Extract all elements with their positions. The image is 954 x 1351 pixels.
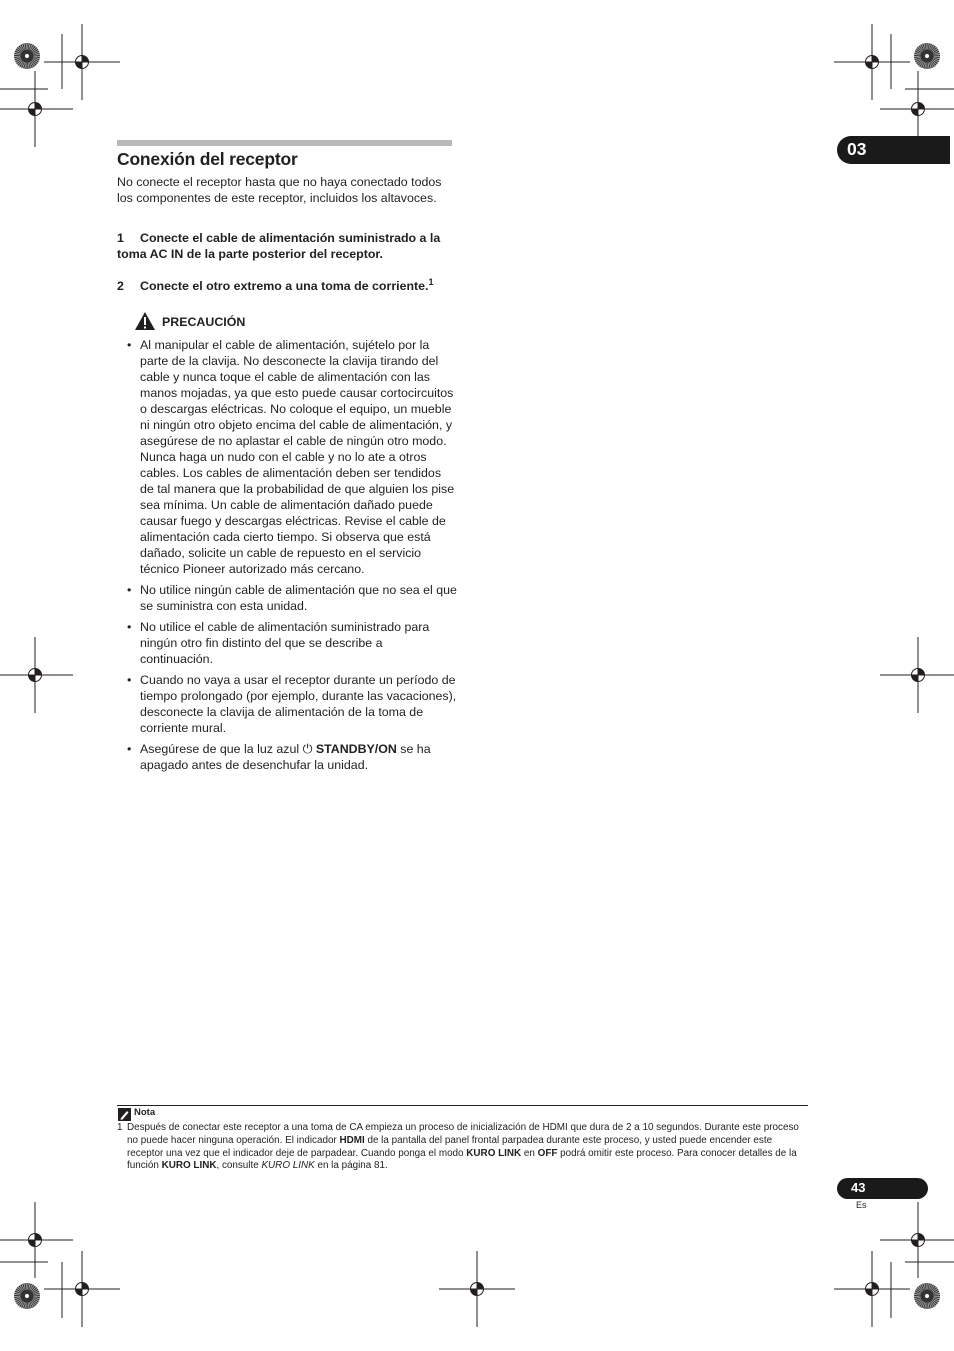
note-divider bbox=[117, 1105, 808, 1106]
list-item: • No utilice ningún cable de alimentación que no sea el que se suministra con esta unidad. bbox=[127, 583, 457, 613]
list-item: • No utilice el cable de alimentación suministrado para ningún otro fin distinto del que se describe a continuación. bbox=[127, 620, 430, 666]
chapter-tab bbox=[837, 136, 950, 164]
language-code: Es bbox=[856, 1200, 867, 1210]
note-title: Nota bbox=[134, 1107, 156, 1118]
caution-title: PRECAUCIÓN bbox=[162, 315, 246, 329]
step-number: 1 bbox=[117, 231, 124, 245]
power-icon: ⏻ bbox=[302, 742, 313, 756]
section-title: Conexión del receptor bbox=[117, 149, 298, 169]
page-number-badge bbox=[837, 1178, 928, 1199]
warning-icon bbox=[134, 311, 156, 331]
step-text: Conecte el cable de alimentación suministrado a la toma AC IN de la parte posterior del receptor. bbox=[117, 231, 441, 261]
section-rule bbox=[117, 140, 452, 146]
chapter-number: 03 bbox=[847, 139, 867, 159]
step-number: 2 bbox=[117, 279, 124, 294]
step-1 bbox=[117, 230, 462, 262]
caution-list bbox=[127, 337, 457, 778]
page-number: 43 bbox=[851, 1180, 866, 1195]
list-item: • Al manipular el cable de alimentación, sujételo por la parte de la clavija. No desconecte la clavija tirando del cable y nunca toque el cable de alimentación con las manos mojadas, ya que esto puede causar cortocircuitos o descargas eléctricas. No coloque el equipo, un mueble ni ningún otro objeto encima del cable de alimentación, y asegúrese de no aplastar el cable de ningún otro modo. Nunca haga un nudo con el cable y no lo ate a otros cables. Los cables de alimentación deben ser tendidos de tal manera que la probabilidad de que alguien los pise sea mínima. Un cable de alimentación dañado puede causar fuego y descargas eléctricas. Revise el cable de alimentación cada cierto tiempo. Si observa que está dañado, solicite un cable de repuesto en el servicio técnico Pioneer autorizado más cercano. bbox=[127, 338, 455, 576]
list-item: • Asegúrese de que la luz azul ⏻ STANDBY/ON se ha apagado antes de desenchufar la unidad. bbox=[127, 742, 431, 772]
step-text: Conecte el otro extremo a una toma de corriente. bbox=[140, 279, 429, 294]
list-item: • Cuando no vaya a usar el receptor durante un período de tiempo prolongado (por ejemplo, durante las vacaciones), desconecte la clavija de alimentación de la toma de corriente mural. bbox=[127, 673, 457, 735]
footnote-ref: 1 bbox=[428, 277, 434, 287]
intro-paragraph: No conecte el receptor hasta que no haya conectado todos los componentes de este receptor, incluidos los altavoces. bbox=[117, 175, 442, 205]
note-pencil-icon bbox=[118, 1108, 131, 1121]
footnote: 1 Después de conectar este receptor a una toma de CA empieza un proceso de inicialización de HDMI que dura de 2 a 10 segundos. Durante este proceso no puede hacer ninguna operación. El indicador HDMI de la pantalla del panel frontal parpadea durante este proceso, y usted puede encender este receptor una vez que el indicador deje de parpadear. Cuando ponga el modo KURO LINK en OFF podrá omitir este proceso. Para conocer detalles de la función KURO LINK, consulte KURO LINK en la página 81. bbox=[117, 1122, 799, 1172]
step-2 bbox=[117, 274, 462, 294]
